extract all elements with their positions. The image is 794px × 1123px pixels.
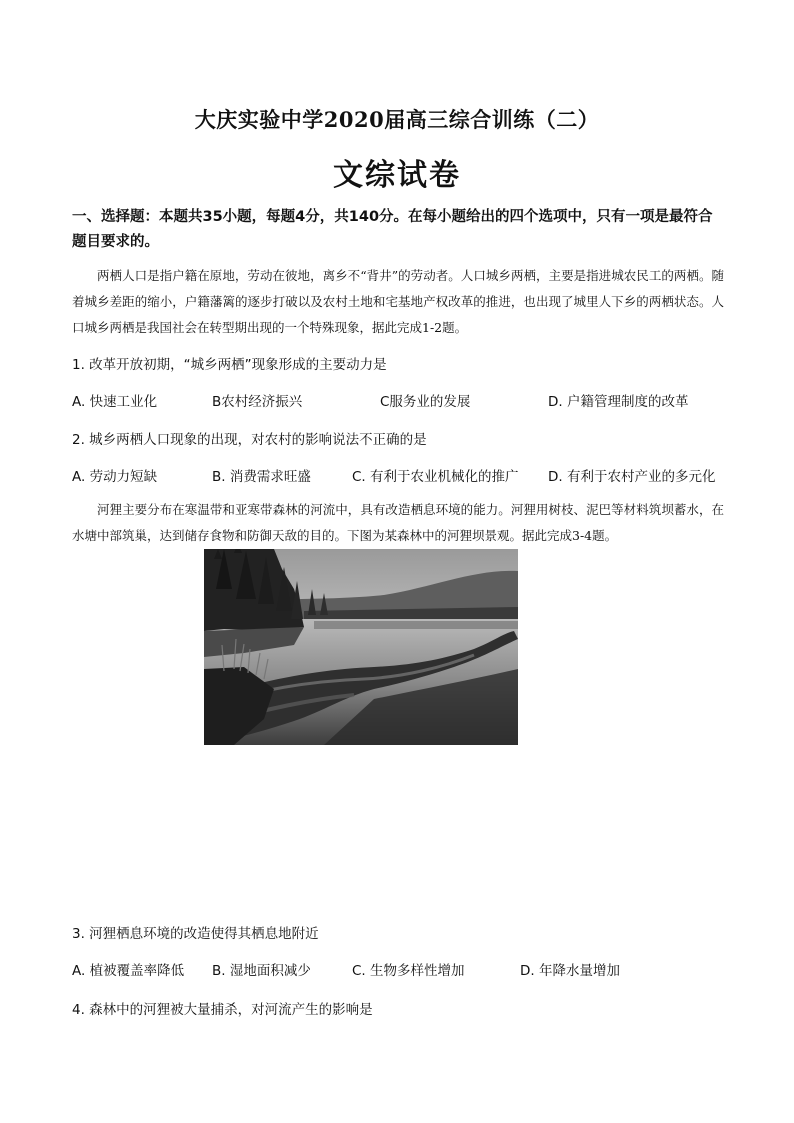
question-4-stem: 4. 森林中的河狸被大量捕杀，对河流产生的影响是 — [72, 1002, 373, 1018]
question-3-stem: 3. 河狸栖息环境的改造使得其栖息地附近 — [72, 926, 319, 942]
question-3-options — [72, 959, 732, 979]
exam-subtitle: 文综试卷 — [333, 158, 461, 193]
question-2-option-c[interactable]: C. 有利于农业机械化的推广 — [352, 469, 519, 485]
question-3-option-c[interactable]: C. 生物多样性增加 — [352, 963, 465, 979]
question-2-option-b[interactable]: B. 消费需求旺盛 — [212, 469, 311, 485]
question-2-option-a[interactable]: A. 劳动力短缺 — [72, 469, 158, 485]
question-1-option-d[interactable]: D. 户籍管理制度的改革 — [548, 394, 689, 410]
question-1-stem: 1. 改革开放初期，“城乡两栖”现象形成的主要动力是 — [72, 357, 387, 373]
question-1-option-b[interactable]: B农村经济振兴 — [212, 394, 303, 410]
question-1-option-c[interactable]: C服务业的发展 — [380, 394, 471, 410]
exam-title: 大庆实验中学2020届高三综合训练（二） — [194, 107, 600, 132]
question-2-option-d[interactable]: D. 有利于农村产业的多元化 — [548, 469, 716, 485]
question-1-option-a[interactable]: A. 快速工业化 — [72, 394, 158, 410]
question-2-stem: 2. 城乡两栖人口现象的出现，对农村的影响说法不正确的是 — [72, 432, 427, 448]
question-3-option-a[interactable]: A. 植被覆盖率降低 — [72, 963, 185, 979]
beaver-dam-photo — [204, 549, 518, 745]
passage-beaver: 河狸主要分布在寒温带和亚寒带森林的河流中，具有改造栖息环境的能力。河狸用树枝、泥巴等材料筑坝蓄水，在水塘中部筑巢，达到储存食物和防御天敌的目的。下图为某森林中的河狸坝景观。据此完成3-4题。 — [72, 502, 724, 543]
question-3-option-b[interactable]: B. 湿地面积减少 — [212, 963, 311, 979]
passage-migrant-population: 两栖人口是指户籍在原地，劳动在彼地，离乡不“背井”的劳动者。人口城乡两栖，主要是指进城农民工的两栖。随着城乡差距的缩小，户籍藩篱的逐步打破以及农村土地和宅基地产权改革的推进，也出现了城里人下乡的两栖状态。人口城乡两栖是我国社会在转型期出现的一个特殊现象，据此完成1-2题。 — [72, 268, 724, 335]
question-3-option-d[interactable]: D. 年降水量增加 — [520, 963, 620, 979]
question-2-options — [72, 465, 732, 485]
question-1-options — [72, 390, 732, 410]
section-instruction: 一、选择题：本题共35小题，每题4分，共140分。在每小题给出的四个选项中，只有一项是最符合题目要求的。 — [72, 209, 713, 250]
